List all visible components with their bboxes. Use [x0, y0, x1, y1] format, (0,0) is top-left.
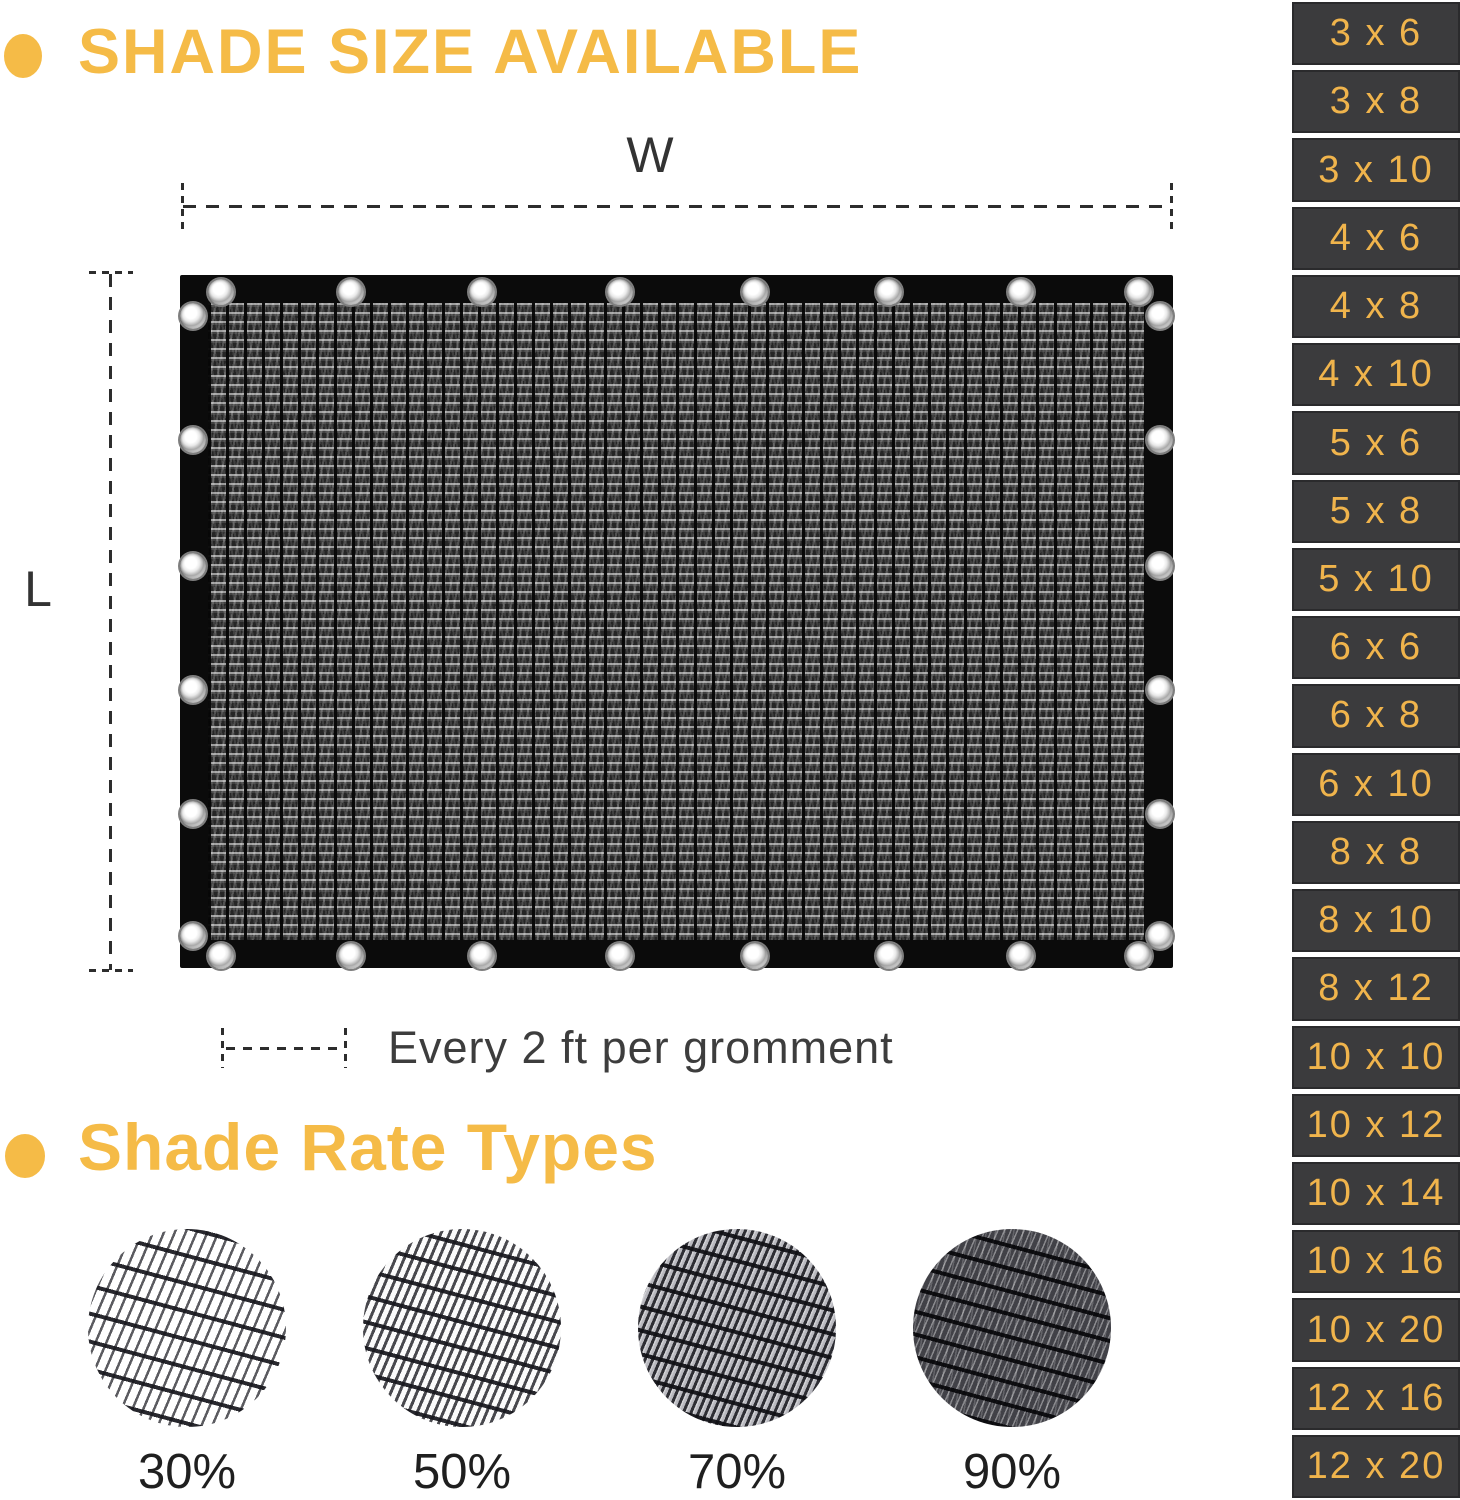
size-option: 5 x 6 [1292, 411, 1460, 474]
grommet-icon [607, 943, 633, 969]
grommet-icon [1147, 677, 1173, 703]
size-option: 10 x 16 [1292, 1230, 1460, 1293]
grommet-spacing-tick-left [221, 1028, 224, 1068]
width-dimension-tick-left [181, 183, 184, 229]
section-title-sizes: SHADE SIZE AVAILABLE [78, 17, 863, 87]
size-option: 12 x 20 [1292, 1435, 1460, 1498]
size-option: 10 x 14 [1292, 1162, 1460, 1225]
grommet-icon [180, 801, 206, 827]
grommet-note: Every 2 ft per gromment [388, 1022, 894, 1073]
shade-rate-swatch [913, 1229, 1111, 1427]
grommet-icon [180, 427, 206, 453]
grommet-icon [180, 923, 206, 949]
size-option: 10 x 20 [1292, 1298, 1460, 1361]
grommet-icon [742, 943, 768, 969]
grommet-icon [338, 943, 364, 969]
size-option: 6 x 8 [1292, 684, 1460, 747]
grommet-icon [1147, 801, 1173, 827]
grommet-spacing-tick-right [344, 1028, 347, 1068]
grommet-icon [208, 943, 234, 969]
mesh-texture [208, 303, 1145, 940]
grommet-spacing-line [226, 1047, 344, 1050]
grommet-icon [742, 279, 768, 305]
grommet-icon [1147, 303, 1173, 329]
size-option: 4 x 6 [1292, 207, 1460, 270]
grommet-icon [1147, 923, 1173, 949]
shade-rate-label: 30% [137, 1445, 237, 1499]
length-dimension-tick-top [89, 271, 133, 274]
shade-rate-label: 90% [962, 1445, 1062, 1499]
size-option: 6 x 10 [1292, 753, 1460, 816]
grommet-icon [607, 279, 633, 305]
size-option: 12 x 16 [1292, 1367, 1460, 1430]
width-dimension-tick-right [1170, 183, 1173, 229]
bullet-dot-icon [5, 1134, 45, 1178]
size-option: 10 x 12 [1292, 1094, 1460, 1157]
size-option: 8 x 10 [1292, 889, 1460, 952]
shade-net-graphic [180, 275, 1173, 968]
shade-rate-swatch [88, 1229, 286, 1427]
grommet-icon [180, 677, 206, 703]
size-option: 5 x 10 [1292, 548, 1460, 611]
size-option: 10 x 10 [1292, 1026, 1460, 1089]
size-option: 8 x 8 [1292, 821, 1460, 884]
grommet-icon [1008, 279, 1034, 305]
size-option: 6 x 6 [1292, 616, 1460, 679]
length-dimension-tick-bottom [89, 969, 133, 972]
size-option: 3 x 8 [1292, 70, 1460, 133]
size-option: 8 x 12 [1292, 957, 1460, 1020]
grommet-icon [1147, 427, 1173, 453]
grommet-icon [180, 303, 206, 329]
length-dimension-label: L [24, 561, 52, 617]
shade-rate-label: 70% [687, 1445, 787, 1499]
shade-rate-label: 50% [412, 1445, 512, 1499]
grommet-icon [1126, 943, 1152, 969]
grommet-icon [876, 279, 902, 305]
bullet-dot-icon [4, 34, 42, 78]
shade-rate-swatch [638, 1229, 836, 1427]
grommet-icon [469, 279, 495, 305]
length-dimension-line [109, 274, 112, 970]
size-option: 3 x 6 [1292, 2, 1460, 65]
grommet-icon [208, 279, 234, 305]
grommet-icon [180, 553, 206, 579]
grommet-icon [338, 279, 364, 305]
shade-rate-swatch [363, 1229, 561, 1427]
grommet-icon [1126, 279, 1152, 305]
section-title-rates: Shade Rate Types [78, 1110, 658, 1184]
grommet-icon [469, 943, 495, 969]
size-list [1292, 0, 1460, 1500]
size-option: 4 x 10 [1292, 343, 1460, 406]
width-dimension-label: W [626, 127, 674, 183]
size-option: 5 x 8 [1292, 480, 1460, 543]
width-dimension-line [183, 205, 1171, 208]
grommet-icon [1008, 943, 1034, 969]
size-option: 3 x 10 [1292, 138, 1460, 201]
grommet-icon [876, 943, 902, 969]
size-option: 4 x 8 [1292, 275, 1460, 338]
grommet-icon [1147, 553, 1173, 579]
